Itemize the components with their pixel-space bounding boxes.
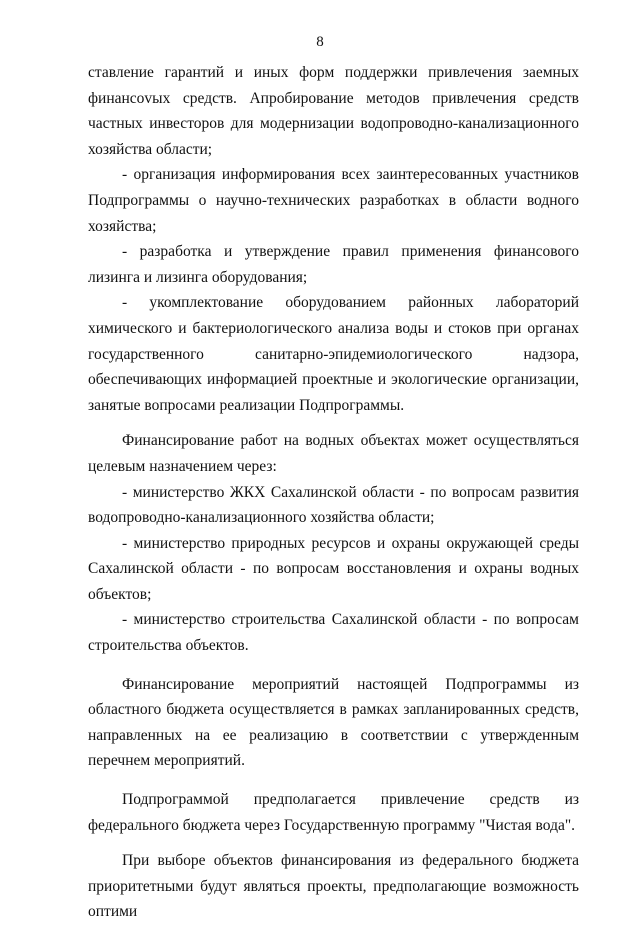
paragraph-ministry-natural-resources: - министерство природных ресурсов и охраны окружающей среды Сахалинской области - по вопросам восстановления и охраны водных объектов; <box>88 534 579 603</box>
document-body <box>88 60 579 925</box>
paragraph-leasing-rules: - разработка и утверждение правил применения финансового лизинга и лизинга оборудования; <box>88 243 579 286</box>
paragraph-laboratory-equipment: - укомплектование оборудованием районных лабораторий химического и бактериологического анализа воды и стоков при органах государственного санитарно-эпидемиологического надзора, обеспечивающих информацией проектные и экологические организации, занятые вопросами реализации Подпрограммы. <box>88 294 579 414</box>
paragraph-regional-budget: Финансирование мероприятий настоящей Подпрограммы из областного бюджета осуществляется в рамках запланированных средств, направленных на ее реализацию в соответствии с утвержденным перечнем мероприятий. <box>88 675 579 770</box>
paragraph-federal-funds: Подпрограммой предполагается привлечение средств из федерального бюджета через Государственную программу "Чистая вода". <box>88 791 579 834</box>
paragraph-guarantees: ставление гарантий и иных форм поддержки привлечения заемных финансоvых средств. Апробирование методов привлечения средств частных инвесторов для модернизации водопроводно-канализационного хозяйства области; <box>88 64 579 158</box>
paragraph-informing-participants: - организация информирования всех заинтересованных участников Подпрограммы о научно-технических разработках в области водного хозяйства; <box>88 166 579 235</box>
paragraph-priority-projects: При выборе объектов финансирования из федерального бюджета приоритетными будут являться проекты, предполагающие возможность оптими <box>88 852 579 921</box>
paragraph-ministry-construction: - министерство строительства Сахалинской области - по вопросам строительства объектов. <box>88 611 579 655</box>
paragraph-ministry-housing: - министерство ЖКХ Сахалинской области - по вопросам развития водопроводно-канализационного хозяйства области; <box>88 483 579 527</box>
page-number: 8 <box>316 34 324 50</box>
paragraph-financing-channels: Финансирование работ на водных объектах может осуществляться целевым назначением через: <box>88 432 579 475</box>
